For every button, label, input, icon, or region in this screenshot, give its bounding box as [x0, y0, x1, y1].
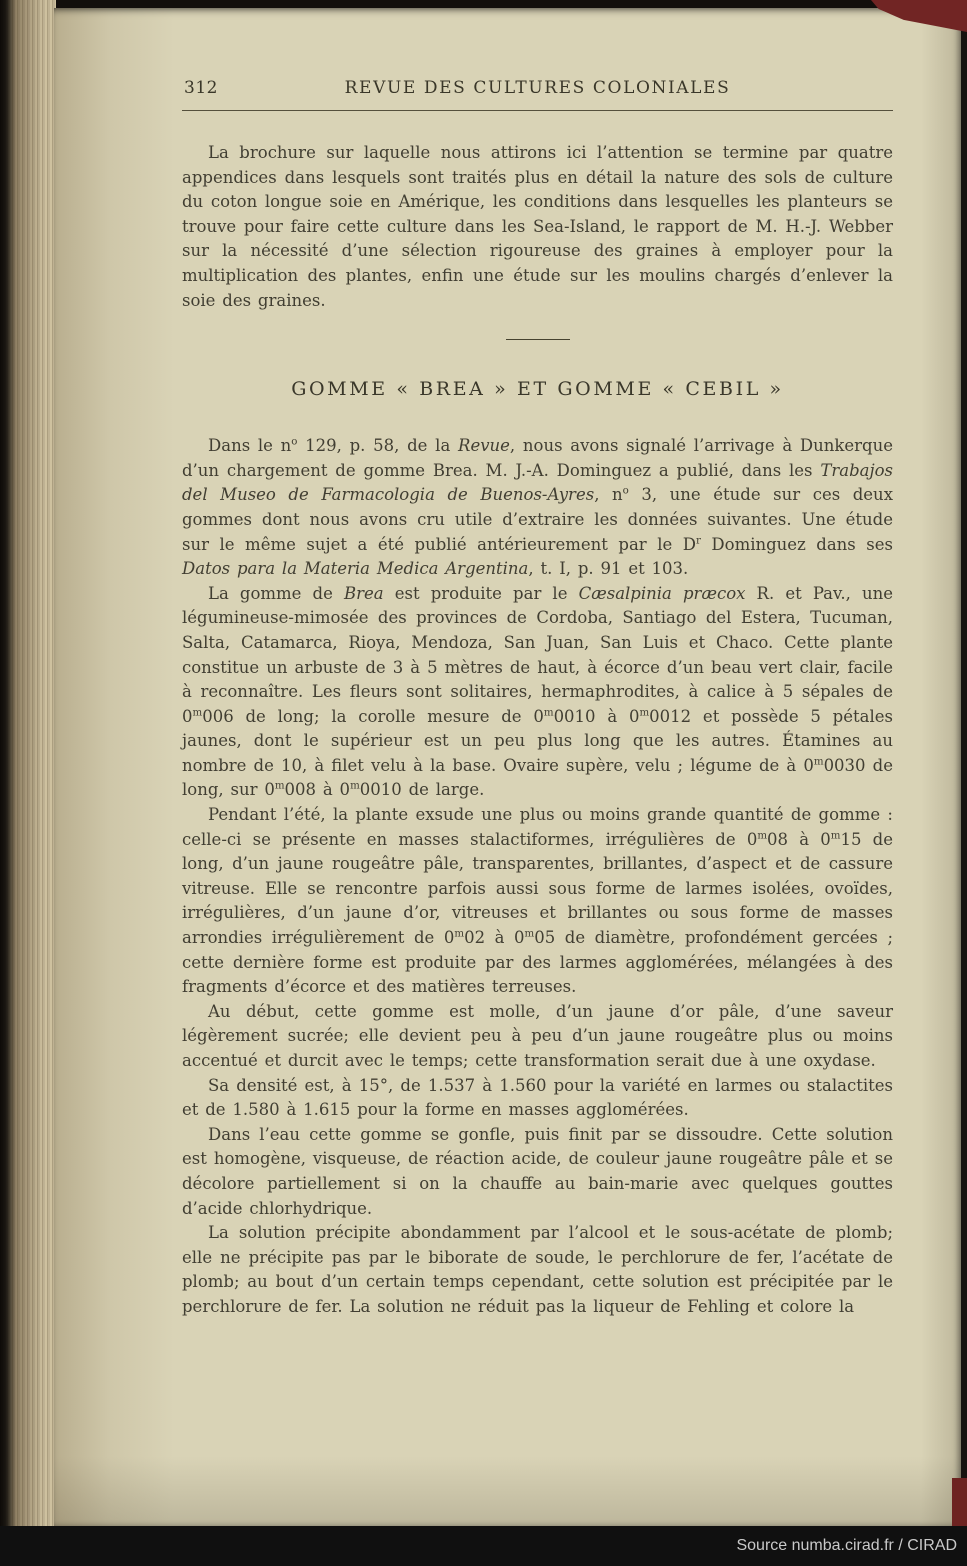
- paragraph: Au début, cette gomme est molle, d’un jaune d’or pâle, d’une saveur légèrement sucrée; elle devient peu à peu d’un jaune rougeâtre plus ou moins accentué et durcit avec le temps; cette transformation serait due à une oxydase.: [182, 1001, 893, 1070]
- lead-paragraphs: [182, 141, 893, 313]
- scanned-page: [54, 8, 961, 1526]
- section-divider-rule: [506, 339, 570, 340]
- paragraph: La solution précipite abondamment par l’alcool et le sous-acétate de plomb; elle ne précipite pas par le biborate de soude, le perchlorure de fer, l’acétate de plomb; au bout d’un certain temps cependant, cette solution est précipitée par le perchlorure de fer. La solution ne réduit pas la liqueur de Fehling et colore la: [182, 1223, 893, 1316]
- footer-bar: [0, 1526, 967, 1566]
- paragraph: La brochure sur laquelle nous attirons ici l’attention se termine par quatre appendices dans lesquels sont traités plus en détail la nature des sols de culture du coton longue soie en Amérique, les conditions dans lesquelles les planteurs se trouve pour faire cette culture dans les Sea-Island, le rapport de M. H.-J. Webber sur la nécessité d’une sélection rigoureuse des graines à employer pour la multiplication des plantes, enfin une étude sur les moulins chargés d’enlever la soie des graines.: [182, 143, 893, 310]
- paragraph: Pendant l’été, la plante exsude une plus ou moins grande quantité de gomme : celle-ci se présente en masses stalactiformes, irrégulières de 0$^m$08 à 0$^m$15 de long, d’un jaune rougeâtre pâle, transparentes, brillantes, d’aspect et de cassure vitreuse. Elle se rencontre parfois aussi sous forme de larmes isolées, ovoïdes, irrégulières, d’un jaune d’or, vitreuses et brillantes ou sous forme de masses arrondies irrégulièrement de 0$^m$02 à 0$^m$05 de diamètre, profondément gercées ; cette dernière forme est produite par des larmes agglomérées, mélangées à des fragments d’écorce et des matières terreuses.: [182, 805, 894, 997]
- page-number: 312: [184, 78, 218, 98]
- paragraph: Dans l’eau cette gomme se gonfle, puis finit par se dissoudre. Cette solution est homogène, visqueuse, de réaction acide, de couleur jaune rougeâtre pâle et se décolore partiellement si on la chauffe au bain-marie avec quelques gouttes d’acide chlorhydrique.: [182, 1124, 893, 1218]
- paragraph: Sa densité est, à 15°, de 1.537 à 1.560 pour la variété en larmes ou stalactites et de 1.580 à 1.615 pour la forme en masses agglomérées.: [182, 1075, 893, 1120]
- paragraph: Dans le $n^o$ 129, p. 58, de la Revue, nous avons signalé l’arrivage à Dunkerque d’un chargement de gomme Brea. M. J.-A. Dominguez a publié, dans les Trabajos del Museo de Farmacologia de Buenos-Ayres, $n^o$ 3, une étude sur ces deux gommes dont nous avons cru utile d’extraire les données suivantes. Une étude sur le même sujet a été publié antérieurement par le $D^r$ Dominguez dans ses Datos para la Materia Medica Argentina, t. I, p. 91 et 103.: [182, 436, 893, 579]
- book-cover-corner-bottom-right: [952, 1478, 967, 1528]
- source-credit: Source numba.cirad.fr / CIRAD: [736, 1537, 957, 1554]
- body-paragraphs: [182, 434, 893, 1319]
- paragraph: La gomme de Brea est produite par le Cæsalpinia præcox R. et Pav., une légumineuse-mimosée des provinces de Cordoba, Santiago del Estera, Tucuman, Salta, Catamarca, Rioya, Mendoza, San Juan, San Luis et Chaco. Cette plante constitue un arbuste de 3 à 5 mètres de haut, à écorce d’un beau vert clair, facile à reconnaître. Les fleurs sont solitaires, hermaphrodites, à calice à 5 sépales de 0$^m$006 de long; la corolle mesure de 0$^m$0010 à 0$^m$0012 et possède 5 pétales jaunes, dont le supérieur est un peu plus long que les autres. Étamines au nombre de 10, à filet velu à la base. Ovaire supère, velu ; légume de à 0$^m$0030 de long, sur 0$^m$008 à 0$^m$0010 de large.: [182, 583, 893, 800]
- page-header: [182, 78, 893, 111]
- book-spine-page-edges: [0, 0, 56, 1566]
- page-content: [54, 8, 961, 1320]
- section-title: GOMME « BREA » ET GOMME « CEBIL »: [291, 378, 784, 401]
- journal-title: REVUE DES CULTURES COLONIALES: [344, 78, 731, 98]
